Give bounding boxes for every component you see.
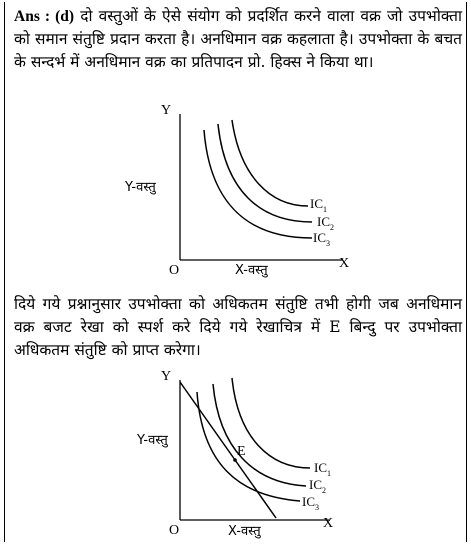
curve-label-ic2: $IC_2$	[309, 477, 326, 495]
x-goods-label: X-वस्तु	[228, 524, 261, 539]
x-axis-label: X	[339, 256, 350, 271]
curve-label-ic3: $IC_3$	[313, 230, 330, 248]
curve-label-ic1: $IC_1$	[314, 460, 331, 478]
budget-line	[180, 382, 276, 518]
equilibrium-label: E	[237, 444, 246, 459]
answer-text-2: दिये गये प्रश्नानुसार उपभोक्ता को अधिकतम संतुष्टि तभी होगी जब अनधिमान वक्र बजट रेखा को स्पर्श करे दिये गये रेखाचित्र में E बिन्दु पर उपभोक्ता अधिकतम संतुष्टि को प्राप्त करेगा।	[14, 295, 462, 359]
consumer-equilibrium-diagram	[120, 368, 360, 544]
y-axis-label: Y	[161, 103, 172, 118]
x-goods-label: X-वस्तु	[235, 263, 268, 278]
answer-paragraph-1	[14, 5, 462, 74]
origin-label: O	[169, 263, 180, 278]
indifference-curve-3	[197, 392, 300, 501]
x-axis-label: X	[323, 516, 334, 531]
curve-label-ic3: $IC_3$	[302, 494, 319, 512]
curve-label-ic1: $IC_1$	[310, 196, 327, 214]
y-goods-label: Y-वस्तु	[137, 433, 168, 448]
indifference-curve-diagram	[120, 96, 360, 281]
curve-label-ic2: $IC_2$	[317, 214, 334, 232]
y-axis-label: Y	[161, 369, 172, 384]
y-goods-label: Y-वस्तु	[125, 180, 156, 195]
answer-paragraph-2	[14, 293, 462, 362]
answer-text-1: दो वस्तुओं के ऐसे संयोग को प्रदर्शित करने वाला वक्र जो उपभोक्ता को समान संतुष्टि प्रदान करता है। अनधिमान वक्र कहलाता है। उपभोक्ता के बचत के सन्दर्भ में अनधिमान वक्र का प्रतिपादन प्रो. हिक्स ने किया था।	[14, 7, 462, 71]
origin-label: O	[169, 523, 180, 538]
answer-label: Ans : (d)	[14, 8, 75, 25]
